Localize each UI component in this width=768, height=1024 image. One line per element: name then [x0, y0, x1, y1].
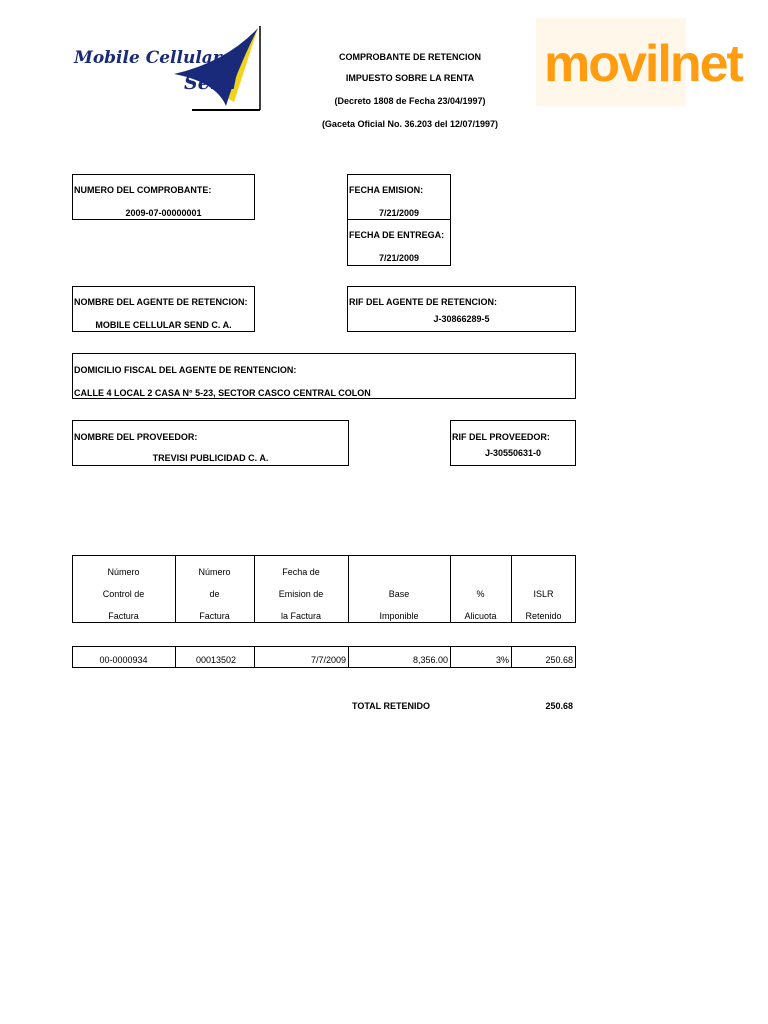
th-numero-1: Número: [198, 567, 231, 577]
th-fecha-2: Emision de: [278, 589, 324, 599]
logo-line2: Send: [184, 72, 237, 94]
td-numero: 00013502: [196, 655, 237, 665]
comprobante-label: NUMERO DEL COMPROBANTE:: [74, 185, 212, 195]
row-divider-1: [175, 646, 176, 668]
domicilio-label: DOMICILIO FISCAL DEL AGENTE DE RENTENCION:: [74, 365, 297, 375]
agente-nombre-value: MOBILE CELLULAR SEND C. A.: [95, 320, 232, 330]
td-alicuota: 3%: [495, 655, 509, 665]
header-subtitle: IMPUESTO SOBRE LA RENTA: [345, 73, 475, 83]
comprobante-value: 2009-07-00000001: [125, 208, 202, 218]
fecha-entrega-value: 7/21/2009: [378, 253, 420, 263]
header-title: COMPROBANTE DE RETENCION: [338, 52, 481, 62]
th-fecha-1: Fecha de: [282, 567, 320, 577]
header-gaceta: (Gaceta Oficial No. 36.203 del 12/07/1997): [321, 119, 499, 129]
th-islr-2: Retenido: [525, 611, 562, 621]
th-control-1: Número: [107, 567, 140, 577]
logo-line1: Mobile Cellular: [74, 48, 222, 68]
th-numero-3: Factura: [199, 611, 230, 621]
total-value: 250.68: [545, 701, 573, 711]
th-alicuota-2: Alicuota: [464, 611, 497, 621]
header-decreto: (Decreto 1808 de Fecha 23/04/1997): [334, 96, 486, 106]
th-base-2: Imponible: [379, 611, 419, 621]
th-fecha-3: la Factura: [280, 611, 322, 621]
movilnet-logo: [536, 18, 742, 106]
td-islr: 250.68: [545, 655, 573, 665]
fecha-emision-label: FECHA EMISION:: [349, 185, 424, 195]
domicilio-value: CALLE 4 LOCAL 2 CASA N° 5-23, SECTOR CASCO CENTRAL COLON: [74, 388, 371, 398]
proveedor-rif-label: RIF DEL PROVEEDOR:: [452, 432, 550, 442]
proveedor-nombre-value: TREVISI PUBLICIDAD C. A.: [152, 453, 269, 463]
th-control-2: Control de: [102, 589, 145, 599]
fechas-divider: [347, 219, 451, 220]
td-base: 8,356.00: [412, 655, 448, 665]
agente-nombre-label: NOMBRE DEL AGENTE DE RETENCION:: [74, 297, 248, 307]
th-alicuota-1: %: [476, 589, 485, 599]
proveedor-rif-value: J-30550631-0: [484, 448, 542, 458]
th-control-3: Factura: [108, 611, 139, 621]
agente-rif-value: J-30866289-5: [433, 314, 490, 324]
movilnet-logo-text: movilnet: [544, 35, 742, 93]
th-islr-1: ISLR: [533, 589, 554, 599]
td-fecha: 7/7/2009: [310, 655, 346, 665]
mobile-cellular-send-logo: [66, 22, 262, 112]
fecha-emision-value: 7/21/2009: [378, 208, 420, 218]
td-control: 00-0000934: [99, 655, 148, 665]
agente-rif-box: [347, 286, 576, 332]
th-base-1: Base: [388, 589, 410, 599]
proveedor-nombre-label: NOMBRE DEL PROVEEDOR:: [74, 432, 198, 442]
agente-rif-label: RIF DEL AGENTE DE RETENCION:: [349, 297, 498, 307]
th-numero-2: de: [209, 589, 220, 599]
total-label: TOTAL RETENIDO: [352, 701, 431, 711]
fecha-entrega-label: FECHA DE ENTREGA:: [349, 230, 445, 240]
proveedor-rif-box: [450, 420, 576, 466]
